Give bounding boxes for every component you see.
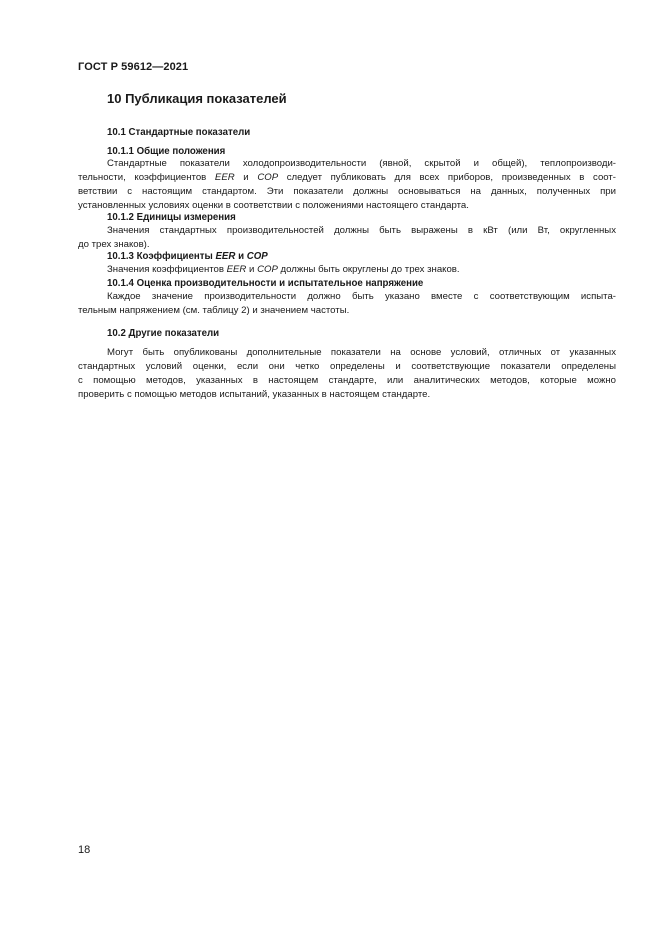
text-line: тельности, коэффициентов EER и COP следует публиковать для всех приборов, произведенных в соот- <box>78 172 616 183</box>
text-line: Значения коэффициентов EER и COP должны быть округлены до трех знаков. <box>107 264 460 275</box>
text-line: Могут быть опубликованы дополнительные показатели на основе условий, отличных от указанных <box>107 347 616 358</box>
text-line: стандартных условий оценки, если они четко определены и соответствующие показатели определены <box>78 361 616 372</box>
text-line: Каждое значение производительности должно быть указано вместе с соответствующим испыта- <box>107 291 616 302</box>
section-title: 10 Публикация показателей <box>107 91 287 106</box>
text-line: с помощью методов, указанных в настоящем стандарте, или аналитических методов, которые можно <box>78 375 616 386</box>
clause-title-10-1-3: 10.1.3 Коэффициенты EER и COP <box>107 251 268 262</box>
clause-text-10-1-2 <box>78 224 616 252</box>
text-line: Стандартные показатели холодопроизводительности (явной, скрытой и общей), теплопроизводи- <box>107 158 616 169</box>
clause-text-10-1-3 <box>78 263 616 277</box>
clause-title-10-1-2: 10.1.2 Единицы измерения <box>107 212 236 223</box>
subsection-title-10-1: 10.1 Стандартные показатели <box>107 127 251 138</box>
text-line: до трех знаков). <box>78 239 150 250</box>
clause-title-10-1-4: 10.1.4 Оценка производительности и испытательное напряжение <box>107 278 424 289</box>
text-line: тельным напряжением (см. таблицу 2) и значением частоты. <box>78 305 350 316</box>
subsection-title-10-2: 10.2 Другие показатели <box>107 328 220 339</box>
clause-text-10-1-4 <box>78 290 616 318</box>
document-header: ГОСТ Р 59612—2021 <box>78 61 189 73</box>
text-line: установленных условиях оценки в соответствии с положениями настоящего стандарта. <box>78 200 469 211</box>
clause-title-10-1-1: 10.1.1 Общие положения <box>107 146 226 157</box>
clause-text-10-1-1 <box>78 157 616 213</box>
clause-text-10-2 <box>78 346 616 402</box>
text-line: проверить с помощью методов испытаний, указанных в настоящем стандарте. <box>78 389 431 400</box>
text-line: Значения стандартных производительностей должны быть выражены в кВт (или Вт, округленных <box>107 225 616 236</box>
text-line: ветствии с настоящим стандартом. Эти показатели должны основываться на данных, полученных при <box>78 186 616 197</box>
page-number: 18 <box>78 844 91 856</box>
